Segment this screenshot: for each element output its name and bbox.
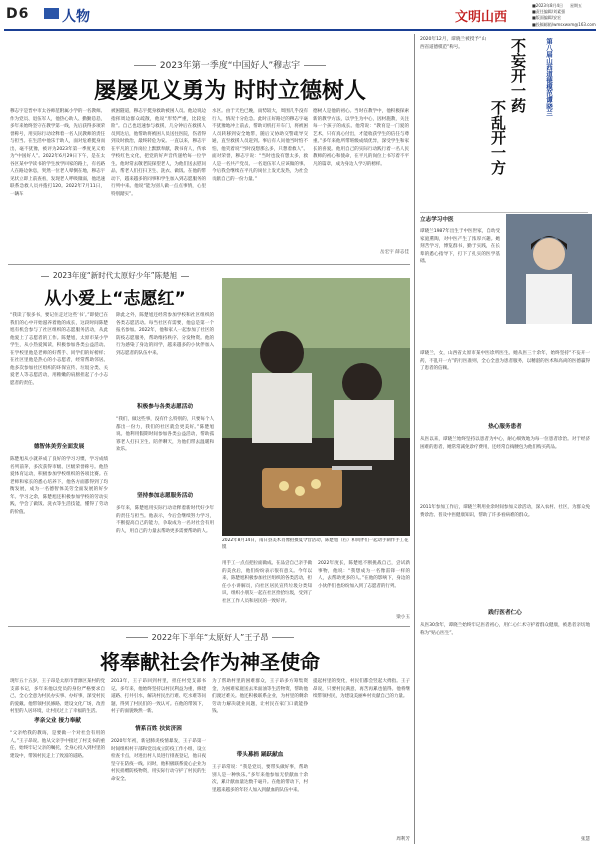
sidebar-col-d: 2011年参加工作后，谭晓兰利用业余时间参加义诊活动，深入农村、社区，为群众免费诊治、普及中医健康知识，帮助了许多看病难的群众。 (420, 505, 590, 518)
article2-col-below: 用手工一点点把拉面做成。在品尝自己亲手做的美食后，他们纷纷表示很有意义。今年以来，陈楚旭积极参加社区组织的各类活动，担任小小讲解员，向社区居民宣传垃圾分类知识，组织小朋友一起在社区捡拾垃圾，受到了社区工作人员和居民的一致好评。 (222, 561, 312, 604)
article2-col5: 多年来，陈楚旭用实际行动诠释着新时代好少年的责任与担当。他表示，今后会继续努力学习，不断提高自己的能力，争取成为一名对社会有用的人，用自己的力量去帮助更多需要帮助的人。 (116, 506, 214, 534)
article3-col7: 提起村里的变化，村民们都会竖起大拇指。王子昂说，只要村民满意，再苦再累也值得。他将继续带领村民，为建设美丽乡村贡献自己的力量。 (313, 679, 410, 699)
article2-col2: 陈楚旭从小就养成了良好的学习习惯，学习成绩名列前茅，多次获得市级、区级荣誉称号。他热爱体育运动，积极参加学校组织的各项比赛。在老师和家长的悉心培养下，他各方面都得到了均衡发展，成为一名德智体美劳全面发展的好少年。学习之余，陈楚旭还积极参加学校的劳动实践，学会了做饭、洗衣等生活技能，懂得了劳动的价值。 (10, 457, 108, 515)
sidebar-byline: 张慧 (580, 837, 590, 842)
article1-byline: 岳宏宇 薛志佳 (379, 250, 409, 255)
article2-col3: 除此之外，陈楚旭还经常参加学校和社区组织的各类志愿活动。每当社区有需要，他总是第一个报名参加。2022年，他和家人一起参加了社区的防疫志愿服务，帮助维持秩序、分发物资。他的行为感染了身边的同学，越来越多的小伙伴加入到志愿者的队伍中来。 (116, 313, 214, 356)
divider (8, 626, 410, 627)
article1-col2: 被困隧道，穆志宇挺身救助被困人员。他边说边指挥周边群众疏散，他说“形势严重，比较危险”。自己也迅速参与救援，几分钟后在救援人员到达后，他帮助将被困人员送往医院，伤者得到及时救治，最终转危为安。一直以来，穆志宇在平凡的工作岗位上默默奉献，教书育人，传承学校红色文化，把党的好声音传递给每一位学生。他时常去敬老院探望老人，为他们送去慰问品，帮老人们打扫卫生、洗衣、做饭。在他的带动下，越来越多的同事和学生加入到志愿服务的行列中来。他说“能为别人做一点点事情，心里特别踏实”。 (111, 109, 206, 197)
header-designer: ■版面编辑/安宏 (532, 15, 562, 21)
sidebar-title-a: 不妄开一药 (509, 38, 527, 113)
portrait-illustration (506, 214, 592, 324)
article3-byline: 周利芳 (396, 837, 410, 842)
article1-col1: 穆志宇是晋中市太谷师范附属小学的一名教师。作为党员、退伍军人，他热心助人、勤勤恳恳，多年来始终坚守在教学第一线，先后获得多项荣誉称号，用实际行动诠释着一名人民教师的责任与担当。在生活中他乐于助人，面对危难挺身而出，毫不犹豫，被评为2023年第一季度见义勇为“中国好人”。2022年6月29日下午，是在太谷区某中学读书的学生放学回家的路上，有名路人在路边休息，突然一位老人晕倒在地，穆志宇见状立即上前查看，发现老人呼吸微弱，他迅速联系急救人员并拨打120。2022年7月11日，一辆车 (10, 109, 105, 197)
article3-col6: 王子昂常说：“我是党员，要带头做好事，帮助别人是一种快乐。”多年来他参加无偿献血十余次，累计献血量达数千毫升。在他的带动下，村里越来越多的年轻人加入到献血的队伍中来。 (212, 765, 308, 793)
article2-kicker (15, 270, 215, 281)
article1-headline: 屡屡见义勇为 时时立德树人 (94, 79, 366, 104)
article2-byline: 梁小玉 (396, 615, 410, 620)
article3-subhead-1: 孝亲父业 接力奉献 (34, 718, 81, 724)
article2-headline: 从小爱上“志愿红” (44, 289, 186, 309)
article3-col3: 2013年，王子昂回到村里，担任村党支部书记。多年来，他始终坚持以村民利益为重，修建道路、打井引水，解决村民出行难、吃水难等问题，得到了村民们的一致认可。在他的带领下，村子的面貌焕然一新。 (111, 679, 206, 714)
sidebar-photo (506, 214, 592, 324)
article2-col-below2: 2022年度长，陈楚旭不断挑战自己，尝试新事物，他说：“我想成为一名像雷锋一样的人，去帮助更多的人。”在他的影响下，身边的小伙伴们也纷纷加入到了志愿者的行列。 (318, 561, 410, 589)
sidebar-col-e: 从医30余年，谭晓兰始终牢记医者初心，用仁心仁术守护着群众健康，被患者亲切地称为“贴心医生”。 (420, 623, 590, 636)
newspaper-logo: 文明山西 (455, 10, 508, 25)
article3-col5: 为了帮助村里的困难群众，王子昂多方筹集资金，为困难家庭送去米面油等生活物资，帮助他们渡过难关。他还积极联系企业，为村里的剩余劳动力解决就业问题，让村民在家门口就能挣钱。 (212, 679, 308, 714)
divider (8, 264, 410, 265)
sidebar-col-a: 谭晓兰，女，山西省太原市某中医诊所医生。她从医三十余年，始终坚持“不妄开一药，不乱开一方”的行医准则，全心全意为患者服务，以精湛的医术和高尚的医德赢得了患者的信赖。 (420, 351, 590, 371)
article1-col3: 水区。由于天色已晚，雨势较大，周围几乎没有行人，情况十分危急。此时正好路过的穆志宇毫不犹豫地冲上前去，帮助司机打开车门，将被困人员转移到安全地带，随后又协助交警疏导交通，直至救援人员赶到。事后有人问他当时怕不怕，他笑着说“当时没想那么多，只想着救人”。面对荣誉，穆志宇说：“当时也没有想太多，救人是一名共产党员、一名退伍军人应该做的事。今后我会继续在平凡的岗位上发光发热，为社会贡献自己的一份力量。” (212, 109, 308, 182)
section-number: D6 (6, 6, 30, 22)
article2-kicker-text: 2023年度“新时代太原好少年”陈楚旭 (52, 271, 178, 280)
article2-photo-caption: 2022年8月14日，南日县美术肖像拍摄夏令营活动，陈楚旭（右）和同伴们一起动手制作手工花馍 (222, 538, 409, 550)
article3-kicker (60, 632, 360, 643)
article3-col1: 现年五十五岁，王子昂是太原市晋源区某村的党支部书记，多年来他以党员的身份严格要求自己，全心全意为村民办实事、办好事，深受村民的爱戴。他带领村民修路、建设文化广场，改善村里的人居环境，让村民过上了幸福的生活。 (10, 679, 105, 714)
sidebar-subhead-2: 热心服务患者 (488, 424, 522, 430)
sidebar-col-b: 谭晓兰1987年出生于中医世家，自幼受家庭熏陶，对中医产生了浓厚兴趣。她刻苦学习，博览群书，勤于实践，在长辈的悉心指导下，打下了扎实的医学基础。 (420, 229, 500, 264)
section-bar (44, 8, 59, 19)
divider (420, 212, 588, 213)
header-email: ■投稿邮箱/wmsxwxm@163.com (532, 21, 596, 27)
article2-col4: “我们，做这些事，没有什么特别的，只要每个人都出一份力，我们的社区就会更美好。”陈楚旭说。他利用假期时间参加各类公益活动，帮助孤寡老人打扫卫生、陪伴聊天，为他们带去温暖和欢乐。 (116, 417, 214, 452)
article2-subhead-1: 德智体美劳全面发展 (33, 444, 85, 450)
sidebar-top-text: 2020年12月，谭晓兰被授予“山西省道德模范”称号。 (420, 37, 486, 50)
article3-headline: 将奉献社会作为神圣使命 (100, 650, 320, 674)
article2-photo (222, 278, 410, 536)
sidebar-subhead-3: 践行医者仁心 (488, 610, 522, 616)
photo-illustration (222, 278, 410, 536)
article2-col1: “我读了很多书，要记住走过这些‘书’。”即使已在我们的心中开始滋养着他的成长，这段时间陈楚旭有机会参与了社区组织的志愿服务活动，从此他爱上了志愿者的工作。陈楚旭，太原市某小学学生，从小热爱阅读，积极参加各类公益活动。在学校里他是老师的好帮手、同学们的好榜样；在社区里他是热心的小志愿者，经常帮助邻居。他多次参加社区组织的环保宣传、垃圾分类、关爱老人等志愿活动，用稚嫩的肩膀担起了小小志愿者的责任。 (10, 313, 108, 386)
header-editor: ■责任编辑/刘素强 (532, 9, 566, 15)
header-meta (532, 3, 596, 28)
article1-kicker (60, 58, 400, 71)
article3-col2: “父亲给我的教诲，是要做一个对社会有用的人。”王子昂说。他从父亲手中接过了村支书的重任，始终牢记父亲的嘱托，全身心投入到村里的建设中，带领村民走上了致富的道路。 (10, 731, 105, 759)
article3-subhead-2: 情系百姓 扶贫济困 (135, 726, 182, 732)
article3-kicker-text: 2022年下半年“太原好人”王子昂 (151, 633, 269, 642)
sidebar-col-c: 从医以来，谭晓兰始终坚持以患者为中心，耐心细致地为每一位患者诊治。对于经济困难的患者，她常常减免诊疗费用，还经常自掏腰包为他们购买药品。 (420, 437, 590, 450)
header-date: ■2023年8月4日 (532, 3, 564, 8)
article3-subhead-3: 带头募捐 踊跃献血 (236, 752, 284, 758)
article2-subhead-2: 积极参与各类志愿活动 (137, 404, 193, 410)
section-name: 人物 (62, 9, 90, 25)
article3-col4: 2020年年初，新冠肺炎疫情暴发，王子昂第一时间组织村干部和党员成立防疫工作小组，设立检查卡点，对进出村人员进行排查登记，他日夜坚守在防疫一线。同时，他积极联系爱心企业为村民捐赠防疫物资，用实际行动守护了村民的生命安全。 (111, 739, 206, 782)
sidebar-subhead-1: 立志学习中医 (420, 217, 454, 223)
article1-col4: 德树人是他的初心。当时在教学中，他积极探索新的教学方法，以学生为中心，因材施教，关注每一个孩子的成长。他常说：“教育是一门爱的艺术，只有真心付出，才能收获学生的信任与尊重。”多年来他所带班级成绩优异，深受学生和家长的喜爱。他用自己的实际行动践行着一名人民教师的初心和使命，在平凡的岗位上书写着不平凡的篇章，成为身边人学习的榜样。 (313, 109, 409, 167)
article1-kicker-text: 2023年第一季度“中国好人”穆志宇 (159, 61, 301, 71)
section-header (6, 6, 29, 22)
header-rule (4, 29, 596, 31)
header-weekday: 星期五 (570, 3, 582, 8)
sidebar-divider (414, 34, 415, 844)
sidebar-subtitle: 第八届山西道德模范谭晓兰 (545, 38, 553, 116)
article2-subhead-3: 坚持参加志愿服务活动 (137, 493, 193, 499)
sidebar-title-b: 不乱开一方 (489, 100, 507, 175)
